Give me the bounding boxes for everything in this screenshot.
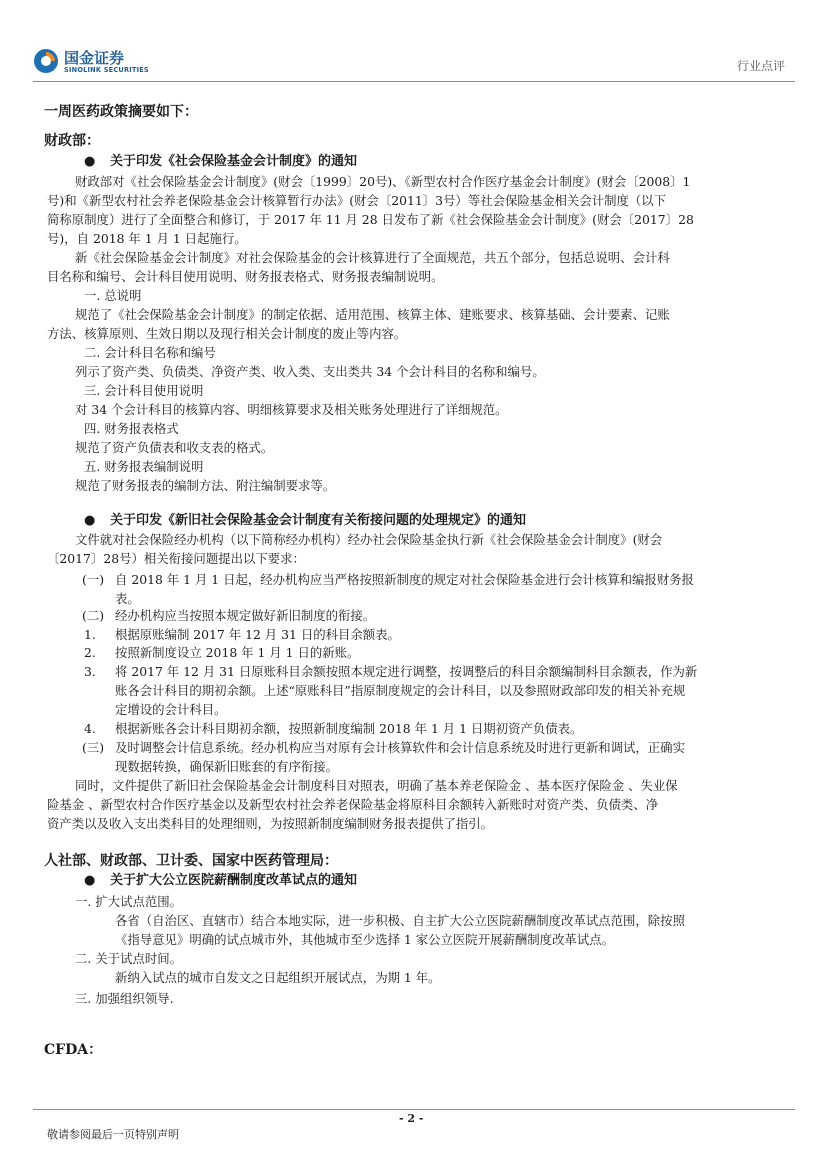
paragraph-line: 规范了《社会保险基金会计制度》的制定依据、适用范围、核算主体、建账要求、核算基础、会计要素、记账 (75, 307, 670, 322)
bullet-item-title: ● 关于印发《社会保险基金会计制度》的通知 (84, 154, 358, 169)
paragraph-line: 方法、核算原则、生效日期以及现行相关会计制度的废止等内容。 (47, 326, 407, 341)
list-marker: (二) (82, 608, 105, 623)
footer-rule (33, 1109, 795, 1110)
bullet-icon: ● (84, 154, 96, 169)
paragraph-line: 文件就对社会保险经办机构（以下简称经办机构）经办社会保险基金执行新《社会保险基金会计制度》(财会 (75, 532, 663, 547)
list-item-line: 账各会计科目的期初余额。上述“原账科目”指原制度规定的会计科目，以及参照财政部印发的相关补充规 (115, 683, 686, 698)
paragraph-line: 《指导意见》明确的试点城市外，其他城市至少选择 1 家公立医院开展薪酬制度改革试点。 (115, 932, 614, 947)
footer-disclaimer: 敬请参阅最后一页特别声明 (47, 1128, 179, 1141)
bullet-item-title: ● 关于扩大公立医院薪酬制度改革试点的通知 (84, 873, 358, 888)
list-item-line: 根据新账各会计科目期初余额，按照新制度编制 2018 年 1 月 1 日期初资产负债表。 (115, 721, 583, 736)
paragraph-line: 列示了资产类、负债类、净资产类、收入类、支出类共 34 个会计科目的名称和编号。 (75, 364, 545, 379)
paragraph-line: 险基金 、新型农村合作医疗基金以及新型农村社会养老保险基金将原科目余额转入新账时对资产类、负债类、净 (47, 797, 659, 812)
list-item-line: 根据原账编制 2017 年 12 月 31 日的科目余额表。 (115, 627, 400, 642)
list-marker: 4. (84, 721, 96, 736)
paragraph-line: 〔2017〕28号）相关衔接问题提出以下要求： (47, 551, 305, 566)
paragraph-line: 简称原制度）进行了全面整合和修订，于 2017 年 11 月 28 日发布了新《社会保险基金会计制度》(财会〔2017〕28 (47, 212, 694, 227)
bullet-icon: ● (84, 513, 96, 528)
list-marker: (一) (82, 572, 105, 587)
paragraph-line: 财政部对《社会保险基金会计制度》(财会〔1999〕20号)、《新型农村合作医疗基金会计制度》(财会〔2008〕1 (75, 174, 691, 189)
page-number: - 2 - (399, 1112, 424, 1125)
list-item-line: 定增设的会计科目。 (115, 702, 227, 717)
subsection-title: 二. 会计科目名称和编号 (84, 345, 216, 360)
header-rule (33, 81, 795, 82)
subsection-title: 三. 会计科目使用说明 (84, 383, 204, 398)
list-marker: 3. (84, 664, 96, 679)
subsection-title: 一. 总说明 (84, 288, 142, 303)
list-marker: 1. (84, 627, 96, 642)
paragraph-line: 号)和《新型农村社会养老保险基金会计核算暂行办法》(财会〔2011〕3号）等社会保险基金相关会计制度（以下 (47, 193, 667, 208)
paragraph-line: 各省（自治区、直辖市）结合本地实际，进一步积极、自主扩大公立医院薪酬制度改革试点范围，除按照 (115, 913, 685, 928)
subsection-title: 三. 加强组织领导. (75, 991, 174, 1006)
section-title-hrss: 人社部、财政部、卫计委、国家中医药管理局： (44, 853, 338, 869)
bullet-item-title: ● 关于印发《新旧社会保险基金会计制度有关衔接问题的处理规定》的通知 (84, 513, 527, 528)
paragraph-line: 同时，文件提供了新旧社会保险基金会计制度科目对照表，明确了基本养老保险金 、基本医疗保险金 、失业保 (75, 778, 678, 793)
paragraph-line: 目名称和编号、会计科目使用说明、财务报表格式、财务报表编制说明。 (47, 269, 444, 284)
list-item-line: 自 2018 年 1 月 1 日起，经办机构应当严格按照新制度的规定对社会保险基金进行会计核算和编报财务报 (115, 572, 694, 587)
logo-en-text: SINOLINK SECURITIES (64, 66, 149, 74)
subsection-title: 一. 扩大试点范围。 (75, 894, 183, 909)
subsection-title: 五. 财务报表编制说明 (84, 459, 204, 474)
paragraph-line: 规范了财务报表的编制方法、附注编制要求等。 (75, 478, 336, 493)
list-item-line: 表。 (115, 591, 140, 606)
list-item-line: 及时调整会计信息系统。经办机构应当对原有会计核算软件和会计信息系统及时进行更新和调试，正确实 (115, 740, 685, 755)
paragraph-line: 规范了资产负债表和收支表的格式。 (75, 440, 274, 455)
bullet-icon: ● (84, 873, 96, 888)
section-title-mof: 财政部： (44, 133, 100, 149)
list-item-line: 经办机构应当按照本规定做好新旧制度的衔接。 (115, 608, 376, 623)
logo-cn-text: 国金证券 (64, 49, 125, 67)
company-logo (33, 48, 153, 76)
logo-mark-icon (33, 48, 59, 74)
list-marker: 2. (84, 645, 96, 660)
main-heading: 一周医药政策摘要如下： (44, 104, 198, 120)
page-header (0, 0, 827, 82)
list-item-line: 将 2017 年 12 月 31 日原账科目余额按照本规定进行调整，按调整后的科目余额编制科目余额表，作为新 (115, 664, 698, 679)
list-marker: (三) (82, 740, 105, 755)
paragraph-line: 新《社会保险基金会计制度》对社会保险基金的会计核算进行了全面规范，共五个部分，包括总说明、会计科 (75, 250, 670, 265)
document-type-label: 行业点评 (736, 59, 785, 73)
subsection-title: 四. 财务报表格式 (84, 421, 179, 436)
subsection-title: 二. 关于试点时间。 (75, 951, 183, 966)
list-item-line: 按照新制度设立 2018 年 1 月 1 日的新账。 (115, 645, 360, 660)
paragraph-line: 对 34 个会计科目的核算内容、明细核算要求及相关账务处理进行了详细规范。 (75, 402, 508, 417)
paragraph-line: 资产类以及收入支出类科目的处理细则，为按照新制度编制财务报表提供了指引。 (47, 816, 494, 831)
section-title-cfda: CFDA： (44, 1042, 103, 1058)
paragraph-line: 号)，自 2018 年 1 月 1 日起施行。 (47, 231, 247, 246)
paragraph-line: 新纳入试点的城市自发文之日起组织开展试点，为期 1 年。 (115, 970, 441, 985)
list-item-line: 现数据转换，确保新旧账套的有序衔接。 (115, 759, 339, 774)
